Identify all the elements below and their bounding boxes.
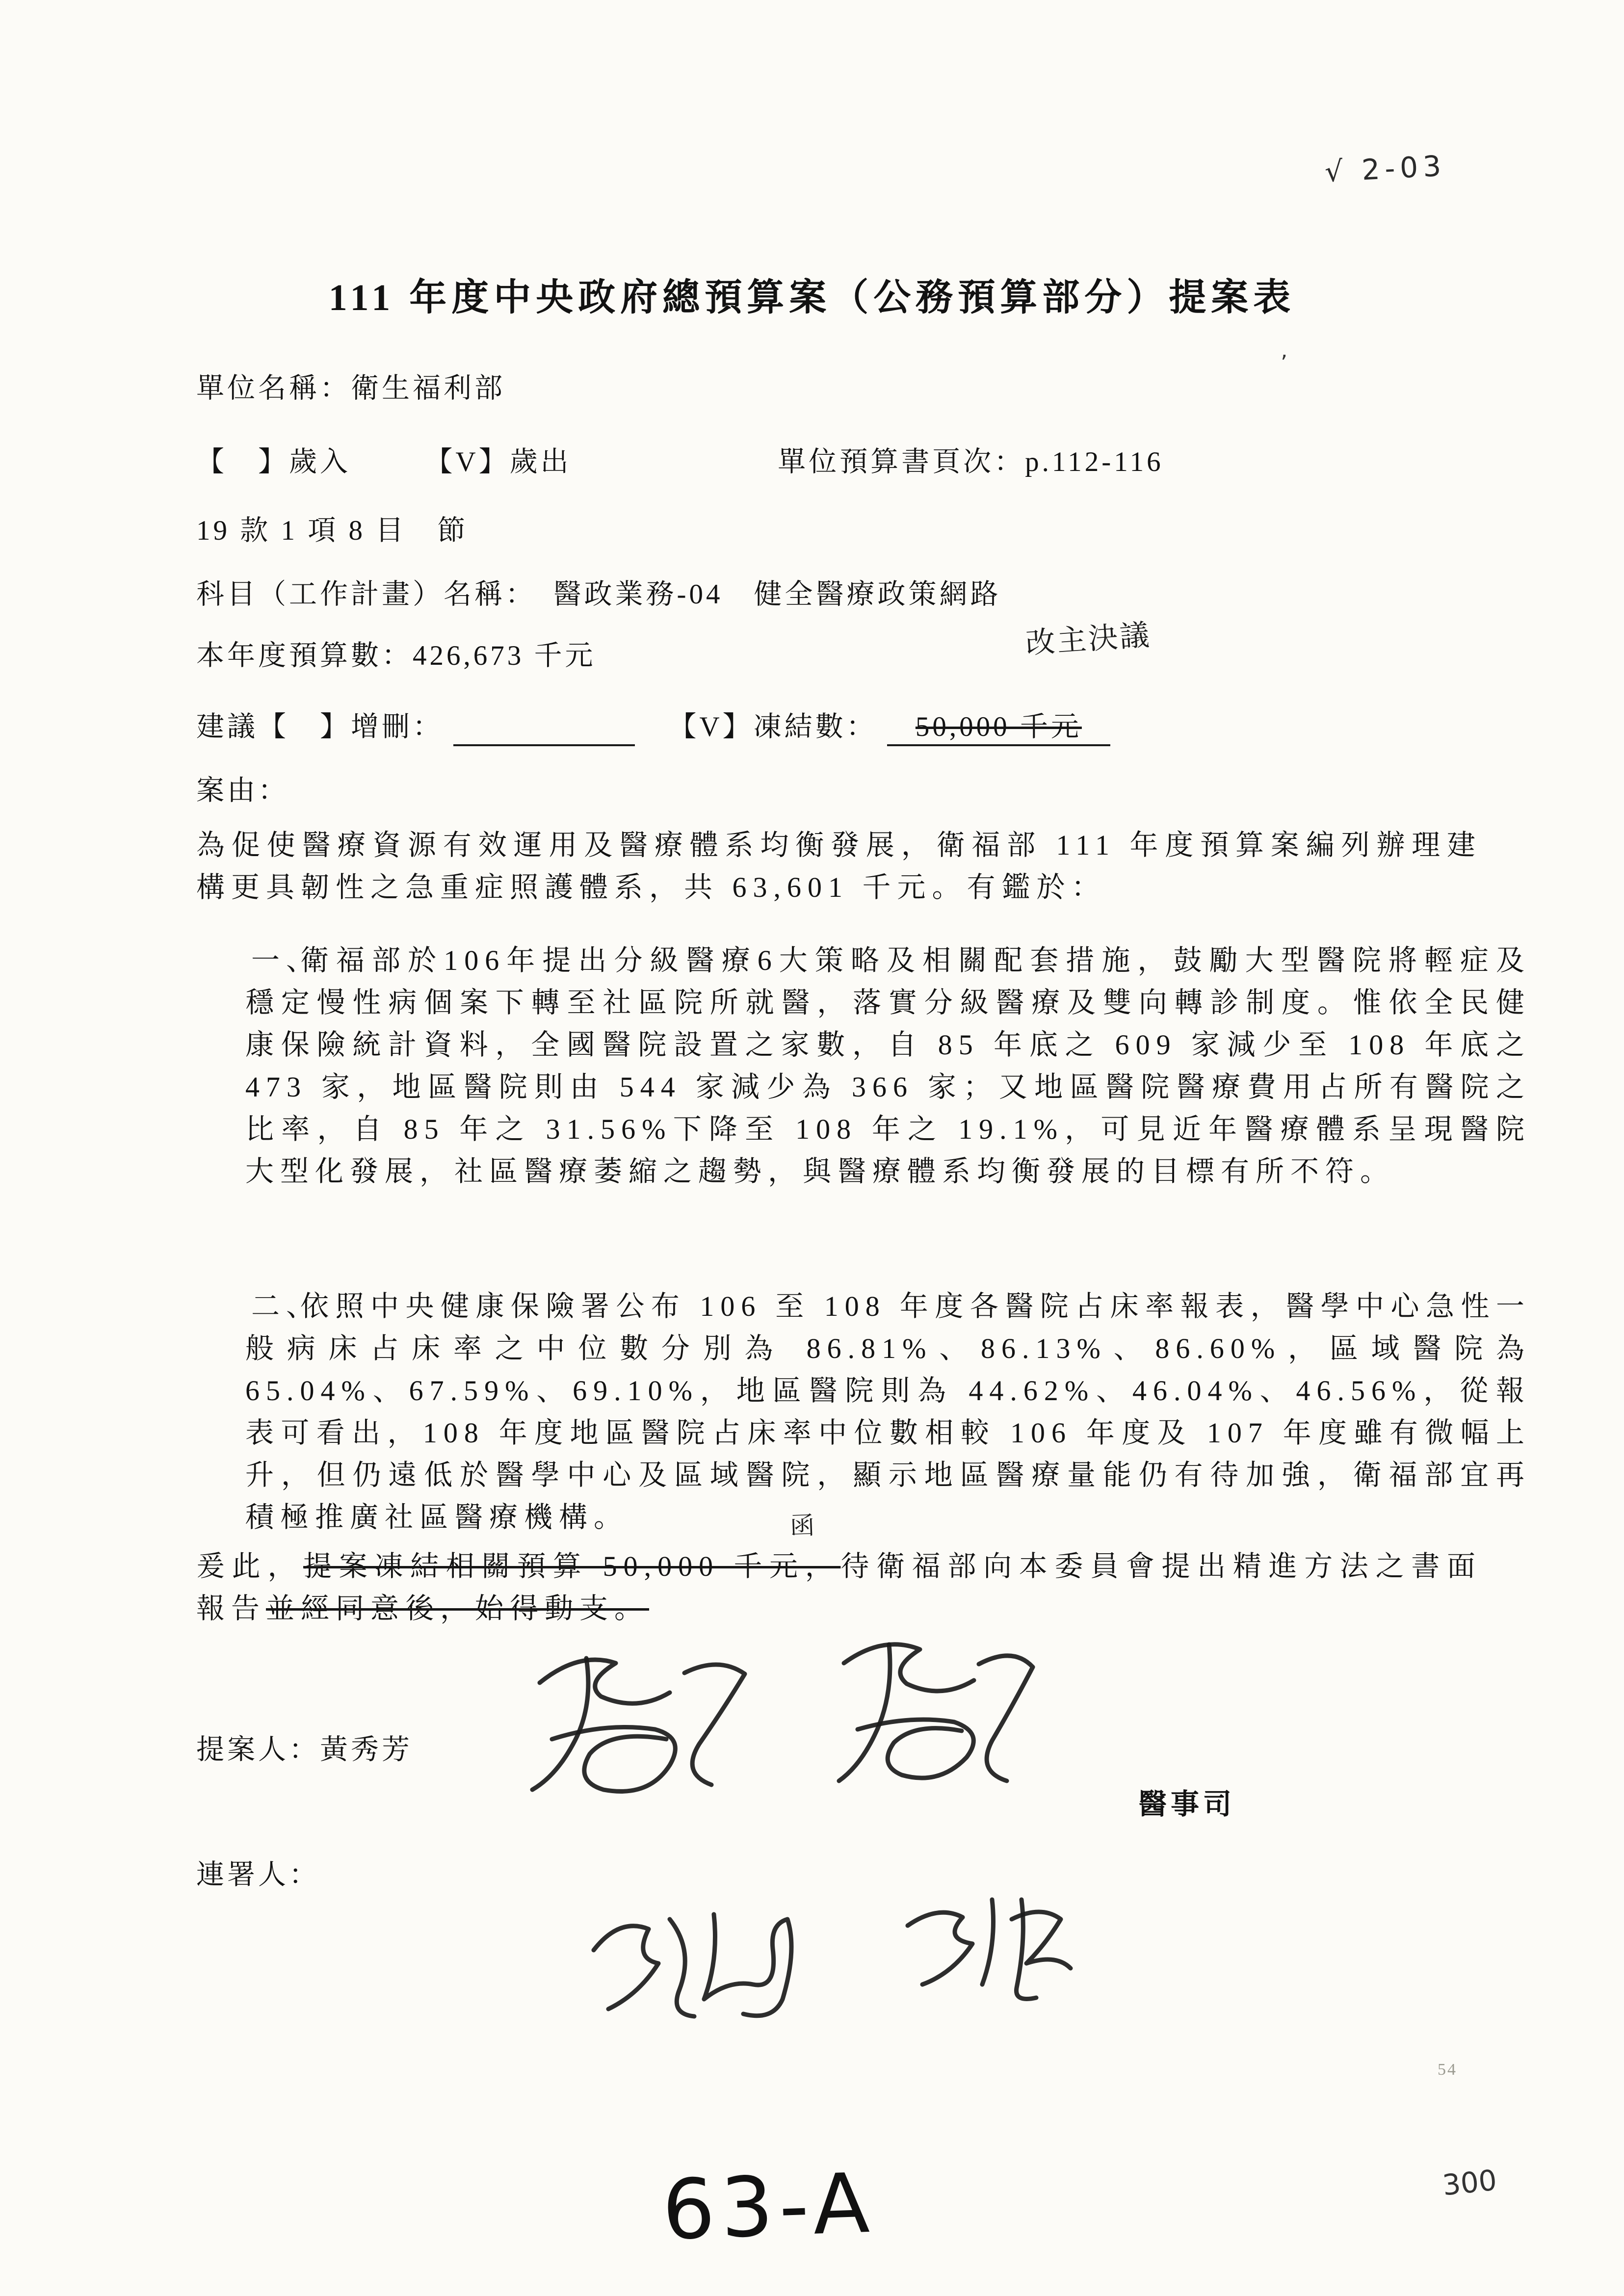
handwritten-budget-note: 改主決議 [1024, 618, 1153, 661]
handwritten-corner-number: 300 [1441, 2163, 1498, 2202]
category-line: 19 款 1 項 8 目 節 [196, 515, 469, 546]
final-mid-text: 待衛福部向本委員會提出精進方法之書面報告 [196, 1550, 1482, 1624]
budget-amount-line: 本年度預算數：426,673 千元 [196, 640, 596, 671]
proposer-label: 提案人：黃秀芳 [196, 1734, 413, 1765]
paragraph-item-2 [196, 1285, 1531, 1539]
subject-line: 科目（工作計畫）名稱： 醫政業務-04 健全醫療政策網路 [196, 579, 1001, 610]
suggestion-blank-underline [453, 716, 635, 746]
item-1-number: 一、 [251, 944, 321, 976]
handwritten-doc-code: 63-A [660, 2155, 877, 2259]
page-title: 111 年度中央政府總預算案（公務預算部分）提案表 [328, 277, 1296, 318]
page-ref: 單位預算書頁次：p.112-116 [778, 446, 1164, 477]
suggestion-label: 建議【 】增刪： [196, 711, 444, 742]
final-struck-budget: 提案凍結相關預算 50,000 千元， [303, 1550, 841, 1582]
final-prefix: 爰此， [196, 1550, 304, 1582]
cosigner-label: 連署人： [196, 1859, 320, 1890]
final-struck-condition: 並經同意後，始得動支。 [266, 1592, 650, 1624]
revenue-checkbox: 【 】歲入 [196, 446, 351, 477]
item-2-text: 依照中央健康保險署公布 106 至 108 年度各醫院占床率報表，醫學中心急性一般病床占床率之中位數分別為 86.81%、86.13%、86.60%，區域醫院為 65.04%、67.59%、69.10%，地區醫院則為 44.62%、46.04%、46.56%，從報表可看出，108 年度地區醫院占床率中位數相較 106 年度及 107 年度雖有微幅上升，但仍遠低於醫學中心及區域醫院，顯示地區醫療量能仍有待加強，衛福部宜再積極推廣社區醫療機構。 [245, 1290, 1531, 1533]
final-paragraph [196, 1545, 1482, 1630]
suggestion-line [196, 704, 1110, 746]
signature-cosigner-1 [564, 1889, 810, 2036]
freeze-amount: 50,000 千元 [915, 711, 1082, 742]
dept-stamp: 醫事司 [1138, 1788, 1236, 1820]
intro-paragraph: 為促使醫療資源有效運用及醫療體系均衡發展，衛福部 111 年度預算案編列辦理建構更具韌性之急重症照護體系，共 63,601 千元。有鑑於： [196, 829, 1482, 903]
check-mark: √ [1324, 154, 1349, 189]
handwritten-inserted-char: 函 [789, 1511, 815, 1540]
signature-proposer-2 [814, 1619, 1050, 1810]
budget-type-line [196, 439, 1164, 479]
signature-proposer-1 [505, 1634, 770, 1820]
freeze-amount-underline [887, 704, 1110, 746]
check-code-text: 2-03 [1361, 149, 1447, 187]
paragraph-item-1 [196, 939, 1531, 1193]
handwritten-check-code [1324, 149, 1446, 189]
faint-corner-stamp: 54 [1438, 2061, 1457, 2079]
expenditure-checkbox: 【V】歲出 [424, 446, 572, 477]
signature-cosigner-2 [873, 1879, 1089, 2016]
item-2-number: 二、 [251, 1290, 321, 1322]
case-label: 案由： [196, 775, 289, 806]
item-1-text: 衛福部於106年提出分級醫療6大策略及相關配套措施，鼓勵大型醫院將輕症及穩定慢性病個案下轉至社區院所就醫，落實分級醫療及雙向轉診制度。惟依全民健康保險統計資料，全國醫院設置之家數，自 85 年底之 609 家減少至 108 年底之 473 家，地區醫院則由 544 家減少為 366 家；又地區醫院醫療費用占所有醫院之比率，自 85 年之 31.56%下降至 108 年之 19.1%，可見近年醫療體系呈現醫院大型化發展，社區醫療萎縮之趨勢，與醫療體系均衡發展的目標有所不符。 [245, 944, 1531, 1187]
unit-name-line: 單位名稱：衛生福利部 [196, 373, 505, 404]
stray-pen-mark: ’ [1281, 351, 1287, 376]
freeze-label: 【V】凍結數： [668, 711, 877, 742]
